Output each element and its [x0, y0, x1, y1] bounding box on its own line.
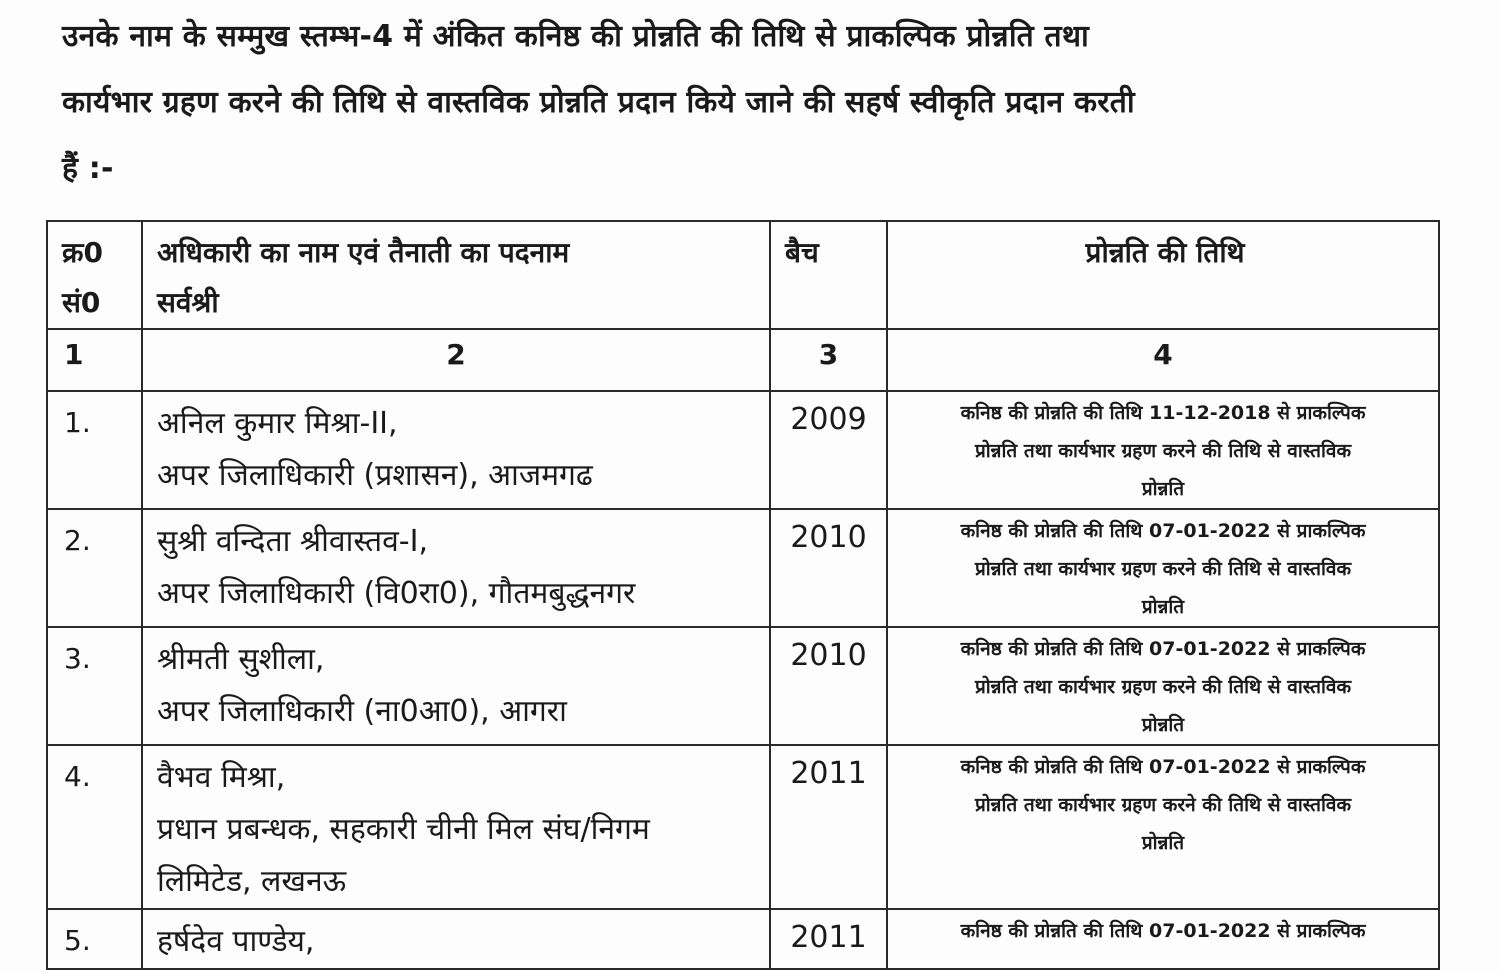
officer-post-continued: लिमिटेड, लखनऊ	[157, 864, 347, 899]
row-serial: 3.	[47, 627, 142, 745]
table-row	[47, 909, 1439, 969]
column-number-4: 4	[887, 329, 1439, 391]
row-officer	[142, 909, 770, 969]
table-row	[47, 509, 1439, 627]
column-number-1: 1	[47, 329, 142, 391]
intro-line-3: हैं :-	[62, 151, 114, 186]
row-batch: 2010	[770, 627, 887, 745]
header-batch: बैच	[770, 221, 887, 329]
row-batch: 2011	[770, 745, 887, 909]
row-serial: 1.	[47, 391, 142, 509]
row-promotion-date: कनिष्ठ की प्रोन्नति की तिथि 07-01-2022 से प्राकल्पिक	[887, 909, 1439, 969]
row-promotion-date: कनिष्ठ की प्रोन्नति की तिथि 07-01-2022 से प्राकल्पिक प्रोन्नति तथा कार्यभार ग्रहण करने की तिथि से वास्तविक प्रोन्नति	[887, 627, 1439, 745]
intro-line-1: उनके नाम के सम्मुख स्तम्भ-4 में अंकित कनिष्ठ की प्रोन्नति की तिथि से प्राकल्पिक प्रोन्नति तथा	[62, 19, 1089, 54]
officer-name: हर्षदेव पाण्डेय,	[157, 924, 315, 959]
officer-name: अनिल कुमार मिश्रा-II,	[157, 406, 398, 441]
officer-post: अपर जिलाधिकारी (प्रशासन), आजमगढ	[157, 458, 593, 493]
row-officer	[142, 745, 770, 909]
row-promotion-date: कनिष्ठ की प्रोन्नति की तिथि 07-01-2022 से प्राकल्पिक प्रोन्नति तथा कार्यभार ग्रहण करने की तिथि से वास्तविक प्रोन्नति	[887, 745, 1439, 909]
table-row	[47, 391, 1439, 509]
officer-post: अपर जिलाधिकारी (वि0रा0), गौतमबुद्धनगर	[157, 576, 636, 611]
officer-name: सुश्री वन्दिता श्रीवास्तव-I,	[157, 524, 429, 559]
row-serial: 5.	[47, 909, 142, 969]
header-promotion-date: प्रोन्नति की तिथि	[887, 221, 1439, 329]
officer-post: प्रधान प्रबन्धक, सहकारी चीनी मिल संघ/निगम	[157, 812, 650, 847]
column-number-row	[47, 329, 1439, 391]
header-serial: क्र0 सं0	[47, 221, 142, 329]
row-batch: 2011	[770, 909, 887, 969]
row-serial: 4.	[47, 745, 142, 909]
header-name: अधिकारी का नाम एवं तैनाती का पदनाम सर्वश्री	[142, 221, 770, 329]
row-officer	[142, 391, 770, 509]
promotion-table	[46, 220, 1440, 970]
table-row	[47, 745, 1439, 909]
intro-line-2: कार्यभार ग्रहण करने की तिथि से वास्तविक प्रोन्नति प्रदान किये जाने की सहर्ष स्वीकृति प्रदान करती	[62, 85, 1135, 120]
table-header-row	[47, 221, 1439, 329]
table-row	[47, 627, 1439, 745]
row-batch: 2009	[770, 391, 887, 509]
intro-paragraph	[62, 4, 1440, 202]
officer-name: श्रीमती सुशीला,	[157, 642, 325, 677]
row-serial: 2.	[47, 509, 142, 627]
column-number-2: 2	[142, 329, 770, 391]
column-number-3: 3	[770, 329, 887, 391]
row-officer	[142, 627, 770, 745]
row-promotion-date: कनिष्ठ की प्रोन्नति की तिथि 11-12-2018 से प्राकल्पिक प्रोन्नति तथा कार्यभार ग्रहण करने की तिथि से वास्तविक प्रोन्नति	[887, 391, 1439, 509]
row-batch: 2010	[770, 509, 887, 627]
officer-name: वैभव मिश्रा,	[157, 760, 286, 795]
row-promotion-date: कनिष्ठ की प्रोन्नति की तिथि 07-01-2022 से प्राकल्पिक प्रोन्नति तथा कार्यभार ग्रहण करने की तिथि से वास्तविक प्रोन्नति	[887, 509, 1439, 627]
row-officer	[142, 509, 770, 627]
officer-post: अपर जिलाधिकारी (ना0आ0), आगरा	[157, 694, 567, 729]
